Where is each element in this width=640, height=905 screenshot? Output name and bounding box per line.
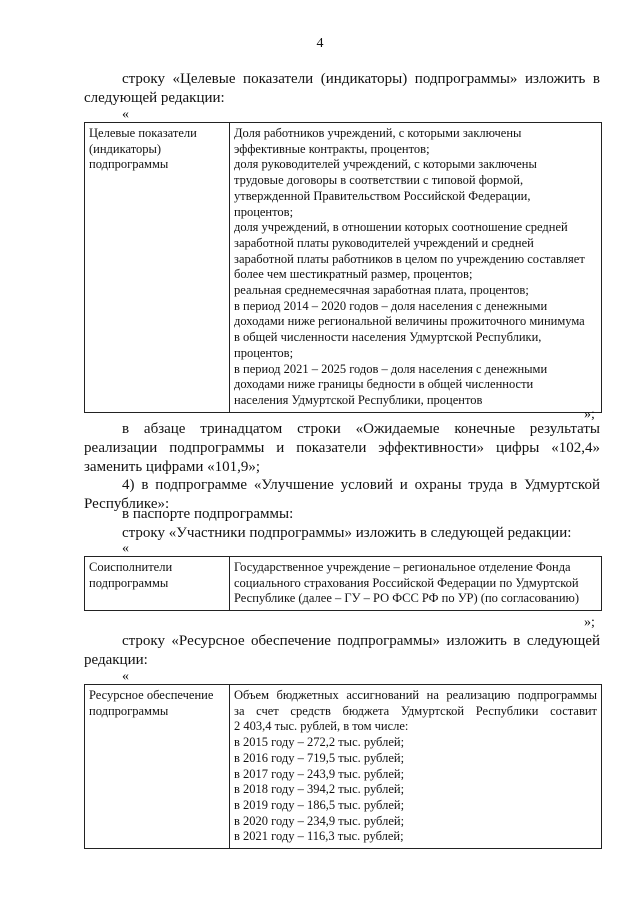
closing-quote: »; [584,407,595,422]
table-resource-provision [84,684,602,849]
text-line: редакции: [84,652,148,668]
cell-line: в 2016 году – 719,5 тыс. рублей; [234,750,405,765]
cell-line: в 2019 году – 186,5 тыс. рублей; [234,797,405,812]
paragraph-replace-figures [84,420,600,477]
row-header-cell [85,557,230,611]
cell-line: социального страхования Российской Федерации по Удмуртской [234,575,579,590]
cell-line: процентов; [234,345,294,360]
table-row [85,685,602,849]
cell-line: доходами ниже региональной величины прожиточного минимума [234,314,585,329]
cell-line: Целевые показатели [89,126,197,140]
cell-line: доля учреждений, в отношении которых соотношение средней [234,220,568,235]
cell-line: доля руководителей учреждений, с которыми заключены [234,157,537,172]
text-line: строку «Участники подпрограммы» изложить в следующей редакции: [122,525,572,541]
opening-quote: « [122,107,129,122]
cell-line: в период 2014 – 2020 годов – доля населения с денежными [234,298,548,313]
cell-line: в 2015 году – 272,2 тыс. рублей; [234,735,405,750]
cell-line: реальная среднемесячная заработная плата, процентов; [234,283,529,298]
text-line: в паспорте подпрограммы: [122,506,294,522]
cell-line: заработной платы руководителей учреждений и средней [234,235,534,250]
cell-line: Доля работников учреждений, с которыми заключены [234,126,522,140]
row-content-cell [230,685,602,849]
table-co-executors [84,556,602,611]
cell-line: в 2018 году – 394,2 тыс. рублей; [234,782,405,797]
cell-line: в 2020 году – 234,9 тыс. рублей; [234,813,405,828]
closing-quote: »; [584,615,595,630]
row-content-cell [230,123,602,413]
cell-line: Государственное учреждение – региональное отделение Фонда [234,560,571,574]
cell-line: трудовые договоры в соответствии с типовой формой, [234,173,524,188]
cell-line: подпрограммы [89,157,169,172]
row-header-cell [85,123,230,413]
cell-line: в период 2021 – 2025 годов – доля населения с денежными [234,361,548,376]
paragraph-participants [84,524,600,543]
paragraph-target-indicators [84,70,600,108]
cell-line: заработной платы работников в целом по учреждению составляет [234,251,585,266]
cell-line: Республике (далее – ГУ – РО ФСС РФ по УР) (по согласованию) [234,591,580,606]
cell-line: доходами ниже границы бедности в общей численности [234,377,534,392]
text-line: следующей редакции: [84,90,225,106]
text-line: заменить цифрами «101,9»; [84,459,261,475]
cell-line: подпрограммы [89,575,169,590]
cell-line: за счет средств бюджета Удмуртской Республики составит [234,703,597,718]
text-line: Республике»: [84,496,170,512]
cell-line: 2 403,4 тыс. рублей, в том числе: [234,719,409,734]
table-row [85,557,602,611]
row-header-cell [85,685,230,849]
cell-line: в 2021 году – 116,3 тыс. рублей; [234,829,404,844]
cell-line: подпрограммы [89,703,169,718]
table-row [85,123,602,413]
cell-line: процентов; [234,204,294,219]
cell-line: более чем шестикратный размер, процентов; [234,267,473,282]
opening-quote: « [122,669,129,684]
paragraph-passport [84,505,600,524]
cell-line: (индикаторы) [89,141,162,156]
cell-line: эффективные контракты, процентов; [234,141,430,156]
cell-line: в общей численности населения Удмуртской Республики, [234,330,542,345]
text-line: реализации подпрограммы и показатели эффективности» цифры «102,4» [84,440,600,456]
cell-line: утвержденной Правительством Российской Федерации, [234,188,531,203]
table-target-indicators [84,122,602,413]
paragraph-resource-provision [84,632,600,670]
cell-line: Соисполнители [89,560,173,574]
text-line: строку «Целевые показатели (индикаторы) подпрограммы» изложить в [122,71,600,87]
text-line: строку «Ресурсное обеспечение подпрограммы» изложить в следующей [122,633,600,649]
cell-line: в 2017 году – 243,9 тыс. рублей; [234,766,405,781]
page-number: 4 [316,36,324,51]
opening-quote: « [122,541,129,556]
cell-line: населения Удмуртской Республики, процентов [234,392,483,407]
text-line: в абзаце тринадцатом строки «Ожидаемые конечные результаты [122,421,600,437]
row-content-cell [230,557,602,611]
text-line: 4) в подпрограмме «Улучшение условий и охраны труда в Удмуртской [122,477,600,493]
cell-line: Ресурсное обеспечение [89,688,214,702]
cell-line: Объем бюджетных ассигнований на реализацию подпрограммы [234,688,597,702]
